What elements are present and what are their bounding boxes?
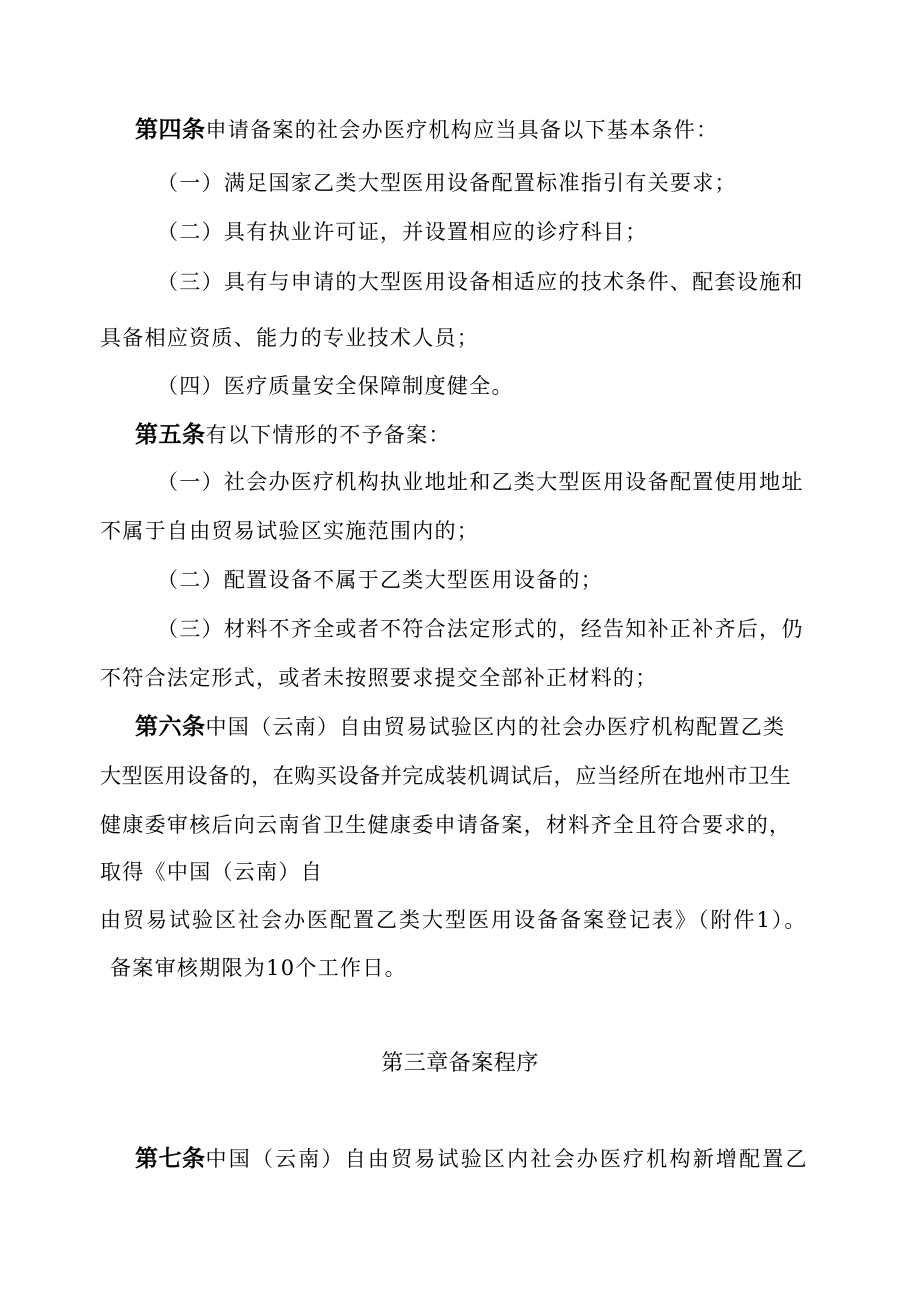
art6-text-5: 由贸易试验区社会办医配置乙类大型医用设备备案登记表》（附件1）。	[100, 908, 808, 932]
art4-item-3a: （三）具有与申请的大型医用设备相适应的技术条件、配套设施和	[157, 270, 804, 294]
art5-item-3a: （三）材料不齐全或者不符合法定形式的，经告知补正补齐后，仍	[157, 617, 804, 641]
art4-item-2: （二）具有执业许可证，并设置相应的诊疗科目；	[157, 220, 648, 244]
art6-text-3: 健康委审核后向云南省卫生健康委申请备案，材料齐全且符合要求的，	[100, 813, 792, 837]
art4-item-3b: 具备相应资质、能力的专业技术人员；	[100, 326, 480, 350]
art7-text-1: 中国（云南）自由贸易试验区内社会办医疗机构新增配置乙	[205, 1147, 809, 1171]
art4-line	[135, 116, 718, 144]
art6-text-4: 取得《中国（云南）自	[100, 860, 323, 884]
art4-lead: 申请备案的社会办医疗机构应当具备以下基本条件：	[205, 118, 719, 142]
chapter-heading: 第三章备案程序	[381, 1051, 539, 1076]
art5-item-3b: 不符合法定形式，或者未按照要求提交全部补正材料的；	[100, 666, 658, 690]
art6-text-1: 中国（云南）自由贸易试验区内的社会办医疗机构配置乙类	[205, 715, 786, 739]
art5-item-1a: （一）社会办医疗机构执业地址和乙类大型医用设备配置使用地址	[157, 470, 804, 494]
art6-text-2: 大型医用设备的，在购买设备并完成装机调试后，应当经所在地州市卫生	[100, 764, 792, 788]
art4-item-4: （四）医疗质量安全保障制度健全。	[157, 374, 514, 398]
art4-item-1: （一）满足国家乙类大型医用设备配置标准指引有关要求；	[157, 171, 737, 195]
art6-label: 第六条	[135, 714, 206, 740]
art6-line-1	[135, 713, 785, 741]
art4-label: 第四条	[135, 117, 206, 143]
art5-lead: 有以下情形的不予备案：	[205, 423, 451, 447]
art7-label: 第七条	[135, 1146, 206, 1172]
art5-label: 第五条	[135, 422, 206, 448]
art5-item-2: （二）配置设备不属于乙类大型医用设备的；	[157, 568, 603, 592]
art7-line-1	[135, 1145, 809, 1173]
art5-line	[135, 421, 451, 449]
art6-text-6: 备案审核期限为10个工作日。	[110, 956, 407, 980]
art5-item-1b: 不属于自由贸易试验区实施范围内的；	[100, 519, 480, 543]
